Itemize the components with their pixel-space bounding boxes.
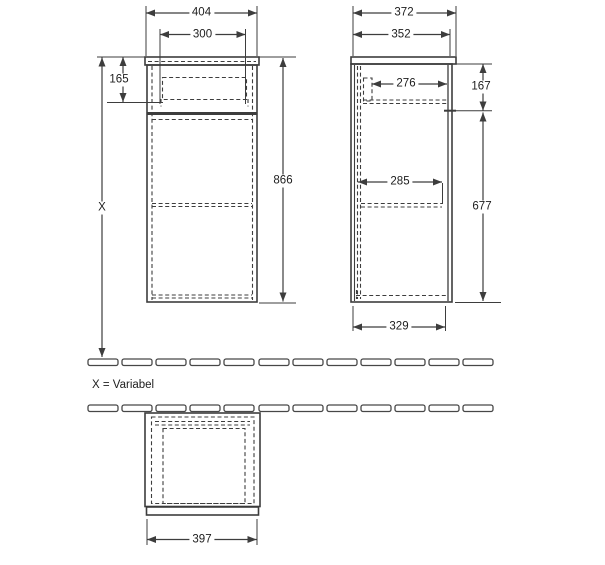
front-cabinet-body — [147, 65, 257, 302]
front-drawer-box — [163, 78, 247, 100]
front-inner-width-label: 300 — [190, 28, 215, 41]
top-overall-width-label: 397 — [189, 534, 214, 547]
front-view-linework — [145, 57, 259, 302]
front-overall-height-label: 866 — [270, 175, 295, 188]
side-body-depth-label: 352 — [388, 28, 413, 41]
top-view-front-strip — [147, 507, 259, 515]
side-lower-height-label: 677 — [469, 201, 494, 214]
tile-row-upper — [88, 359, 493, 366]
tile-row-lower — [88, 405, 493, 412]
top-view-body — [145, 413, 260, 507]
side-top-panel — [351, 57, 456, 64]
top-view-hidden-edges — [152, 417, 255, 504]
front-overall-width-label: 404 — [189, 7, 214, 20]
side-base-depth-label: 329 — [386, 321, 411, 334]
dimension-lines — [102, 13, 483, 540]
side-bracket — [364, 78, 373, 101]
front-view-hidden-edges — [148, 62, 256, 301]
side-shelf-depth-label: 285 — [387, 176, 412, 189]
side-overall-depth-label: 372 — [391, 7, 416, 20]
side-upper-height-label: 167 — [468, 81, 493, 94]
variable-height-note: X = Variabel — [92, 379, 155, 391]
front-drawer-height-label: 165 — [106, 74, 131, 87]
side-inner-depth-label: 276 — [393, 78, 418, 91]
extension-lines — [97, 6, 501, 545]
height-to-floor-label: X — [95, 202, 109, 215]
